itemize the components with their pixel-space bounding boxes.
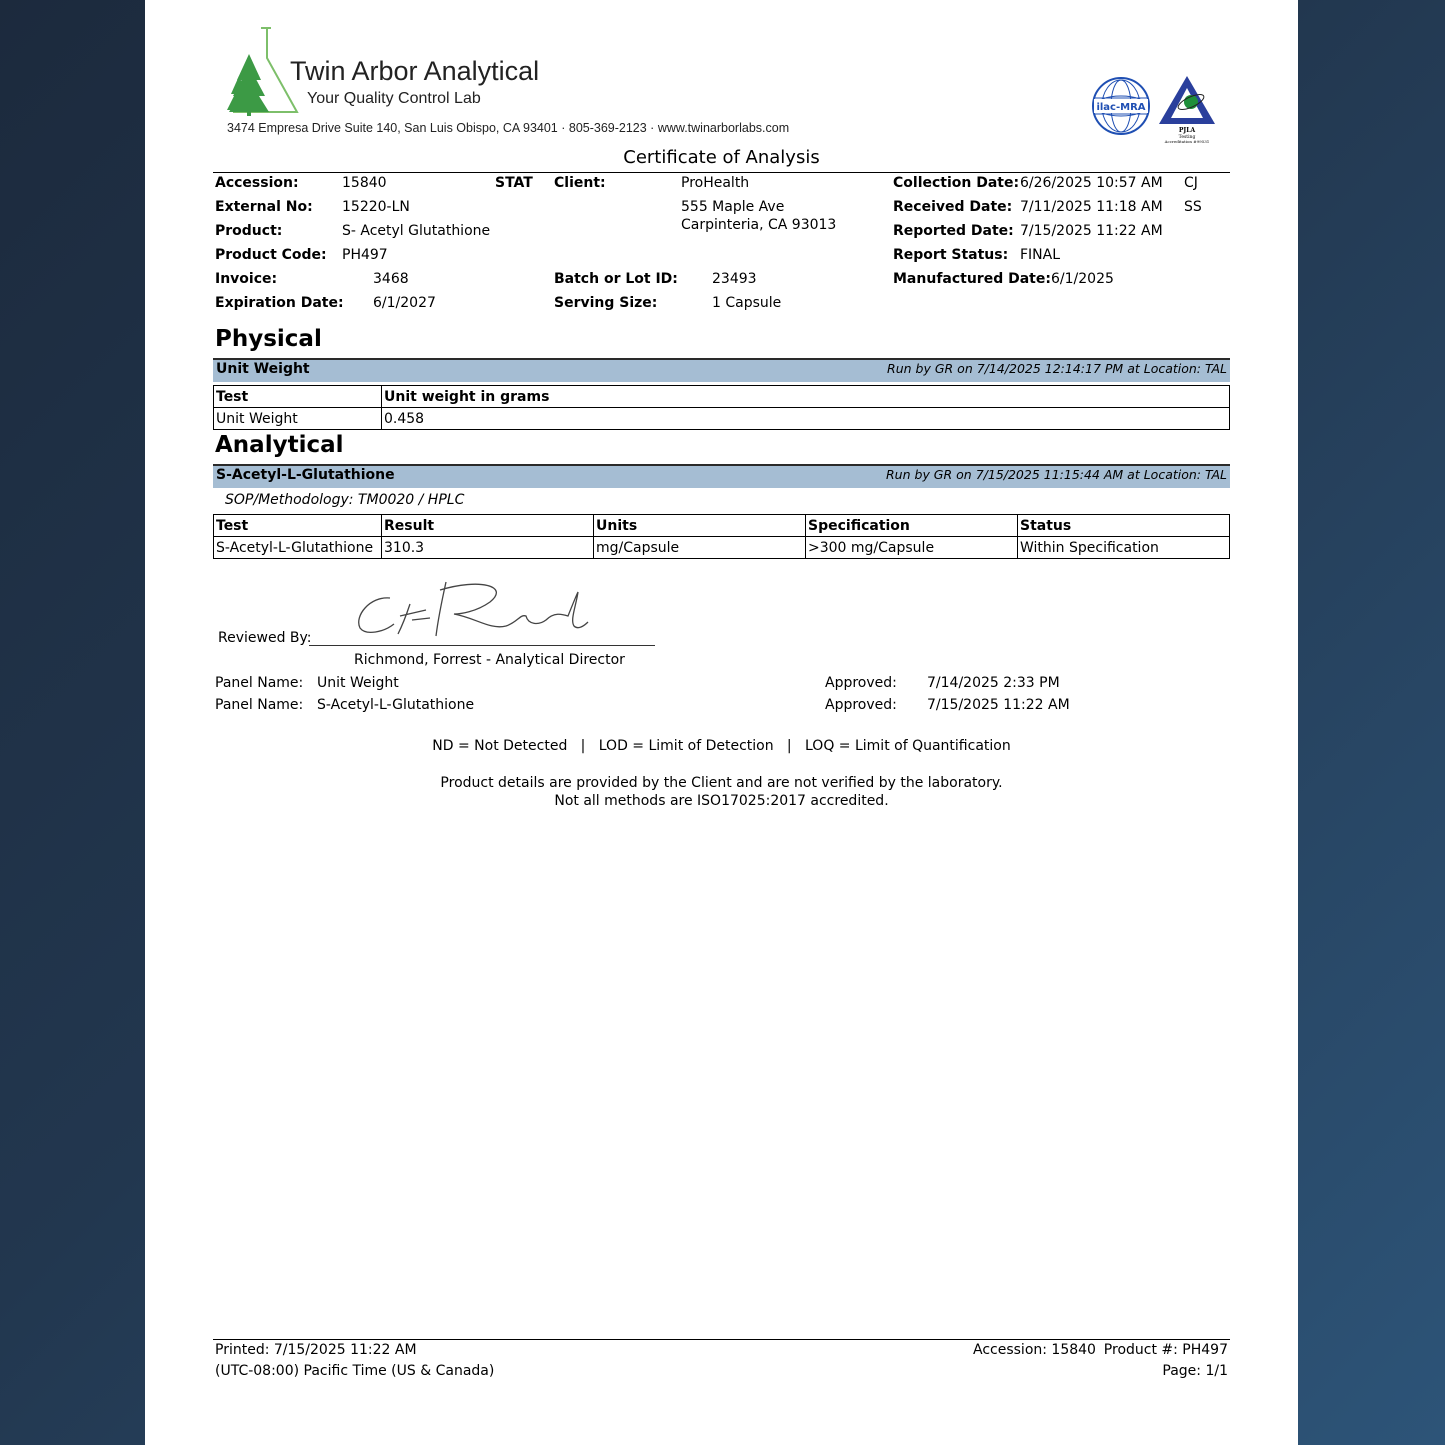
glutathione-panel-bar (213, 464, 1230, 488)
cell-test: S-Acetyl-L-Glutathione (214, 537, 382, 559)
cell-specification: >300 mg/Capsule (806, 537, 1018, 559)
batch-label: Batch or Lot ID: (554, 271, 678, 287)
accession-label: Accession: (215, 175, 299, 191)
expiration-label: Expiration Date: (215, 295, 344, 311)
manufactured-value: 6/1/2025 (1051, 271, 1114, 287)
collection-label: Collection Date: (893, 175, 1020, 191)
panel-2-label: Panel Name: (215, 697, 304, 713)
expiration-value: 6/1/2027 (373, 295, 436, 311)
col-result: Result (382, 515, 594, 537)
col-specification: Specification (806, 515, 1018, 537)
cell-result: 0.458 (382, 408, 1230, 430)
reviewer-name: Richmond, Forrest - Analytical Director (354, 652, 625, 668)
client-address-line1: 555 Maple Ave (681, 199, 785, 215)
page-number: Page: 1/1 (1162, 1363, 1228, 1379)
analytical-heading: Analytical (215, 432, 344, 458)
company-name: Twin Arbor Analytical (290, 56, 540, 86)
timezone: (UTC-08:00) Pacific Time (US & Canada) (215, 1363, 495, 1379)
external-label: External No: (215, 199, 313, 215)
table-header-row (214, 386, 1230, 408)
pjla-badge (1155, 72, 1219, 144)
footer-rule (213, 1339, 1230, 1340)
client-label: Client: (554, 175, 606, 191)
document-title: Certificate of Analysis (623, 147, 820, 168)
received-value: 7/11/2025 11:18 AM (1020, 199, 1163, 215)
footer-accession: Accession: 15840 (973, 1342, 1096, 1358)
certificate-page (145, 0, 1298, 1445)
ilac-mra-badge (1091, 76, 1151, 136)
received-initials: SS (1184, 199, 1202, 215)
footer-product: Product #: PH497 (1103, 1342, 1228, 1358)
accession-value: 15840 (342, 175, 387, 191)
col-result: Unit weight in grams (382, 386, 1230, 408)
analysis-results-table (213, 514, 1230, 559)
product-label: Product: (215, 223, 283, 239)
external-value: 15220-LN (342, 199, 410, 215)
col-units: Units (594, 515, 806, 537)
invoice-value: 3468 (373, 271, 409, 287)
serving-label: Serving Size: (554, 295, 658, 311)
unit-weight-panel-name: Unit Weight (216, 361, 310, 377)
reviewed-by-label: Reviewed By: (218, 630, 312, 646)
collection-initials: CJ (1184, 175, 1198, 191)
panel-2-approved-label: Approved: (825, 697, 897, 713)
methodology: SOP/Methodology: TM0020 / HPLC (225, 492, 465, 508)
ilac-label: ilac-MRA (1096, 102, 1146, 113)
physical-heading: Physical (215, 326, 322, 352)
unit-weight-panel-bar (213, 358, 1230, 382)
reported-value: 7/15/2025 11:22 AM (1020, 223, 1163, 239)
pjla-testing-label: Testing (1178, 135, 1196, 140)
product-code-value: PH497 (342, 247, 388, 263)
pjla-label: PJLA (1178, 127, 1196, 134)
reported-label: Reported Date: (893, 223, 1014, 239)
unit-weight-run-info: Run by GR on 7/14/2025 12:14:17 PM at Location: TAL (887, 361, 1227, 376)
company-tagline: Your Quality Control Lab (307, 90, 481, 107)
panel-1-label: Panel Name: (215, 675, 304, 691)
invoice-label: Invoice: (215, 271, 278, 287)
glutathione-run-info: Run by GR on 7/15/2025 11:15:44 AM at Location: TAL (886, 467, 1227, 482)
glutathione-panel-name: S-Acetyl-L-Glutathione (216, 467, 395, 483)
product-value: S- Acetyl Glutathione (342, 223, 491, 239)
reviewer-signature (350, 576, 590, 646)
client-name: ProHealth (681, 175, 750, 191)
col-test: Test (214, 515, 382, 537)
abbreviation-legend: ND = Not Detected | LOD = Limit of Detection | LOQ = Limit of Quantification (432, 738, 1011, 754)
disclaimer-line1: Product details are provided by the Client and are not verified by the laboratory. (440, 775, 1003, 791)
cell-test: Unit Weight (214, 408, 382, 430)
table-row (214, 537, 1230, 559)
col-test: Test (214, 386, 382, 408)
panel-1-name: Unit Weight (317, 675, 399, 691)
printed-date: Printed: 7/15/2025 11:22 AM (215, 1342, 417, 1358)
pjla-accreditation-label: Accreditation #99531 (1164, 139, 1210, 144)
table-header-row (214, 515, 1230, 537)
product-code-label: Product Code: (215, 247, 327, 263)
cell-units: mg/Capsule (594, 537, 806, 559)
panel-1-approved-date: 7/14/2025 2:33 PM (927, 675, 1060, 691)
panel-2-name: S-Acetyl-L-Glutathione (317, 697, 475, 713)
title-rule (213, 172, 1230, 173)
panel-2-approved-date: 7/15/2025 11:22 AM (927, 697, 1070, 713)
col-status: Status (1018, 515, 1230, 537)
client-address-line2: Carpinteria, CA 93013 (681, 217, 837, 233)
batch-value: 23493 (712, 271, 757, 287)
collection-value: 6/26/2025 10:57 AM (1020, 175, 1163, 191)
unit-weight-table (213, 385, 1230, 430)
table-row (214, 408, 1230, 430)
company-address: 3474 Empresa Drive Suite 140, San Luis Obispo, CA 93401 · 805-369-2123 · www.twinarborlabs.com (227, 121, 790, 135)
received-label: Received Date: (893, 199, 1013, 215)
report-status-label: Report Status: (893, 247, 1009, 263)
panel-1-approved-label: Approved: (825, 675, 897, 691)
stat-flag: STAT (495, 175, 533, 191)
disclaimer-line2: Not all methods are ISO17025:2017 accredited. (554, 793, 889, 809)
cell-status: Within Specification (1018, 537, 1230, 559)
serving-value: 1 Capsule (712, 295, 782, 311)
report-status-value: FINAL (1020, 247, 1061, 263)
manufactured-label: Manufactured Date: (893, 271, 1051, 287)
cell-result: 310.3 (382, 537, 594, 559)
